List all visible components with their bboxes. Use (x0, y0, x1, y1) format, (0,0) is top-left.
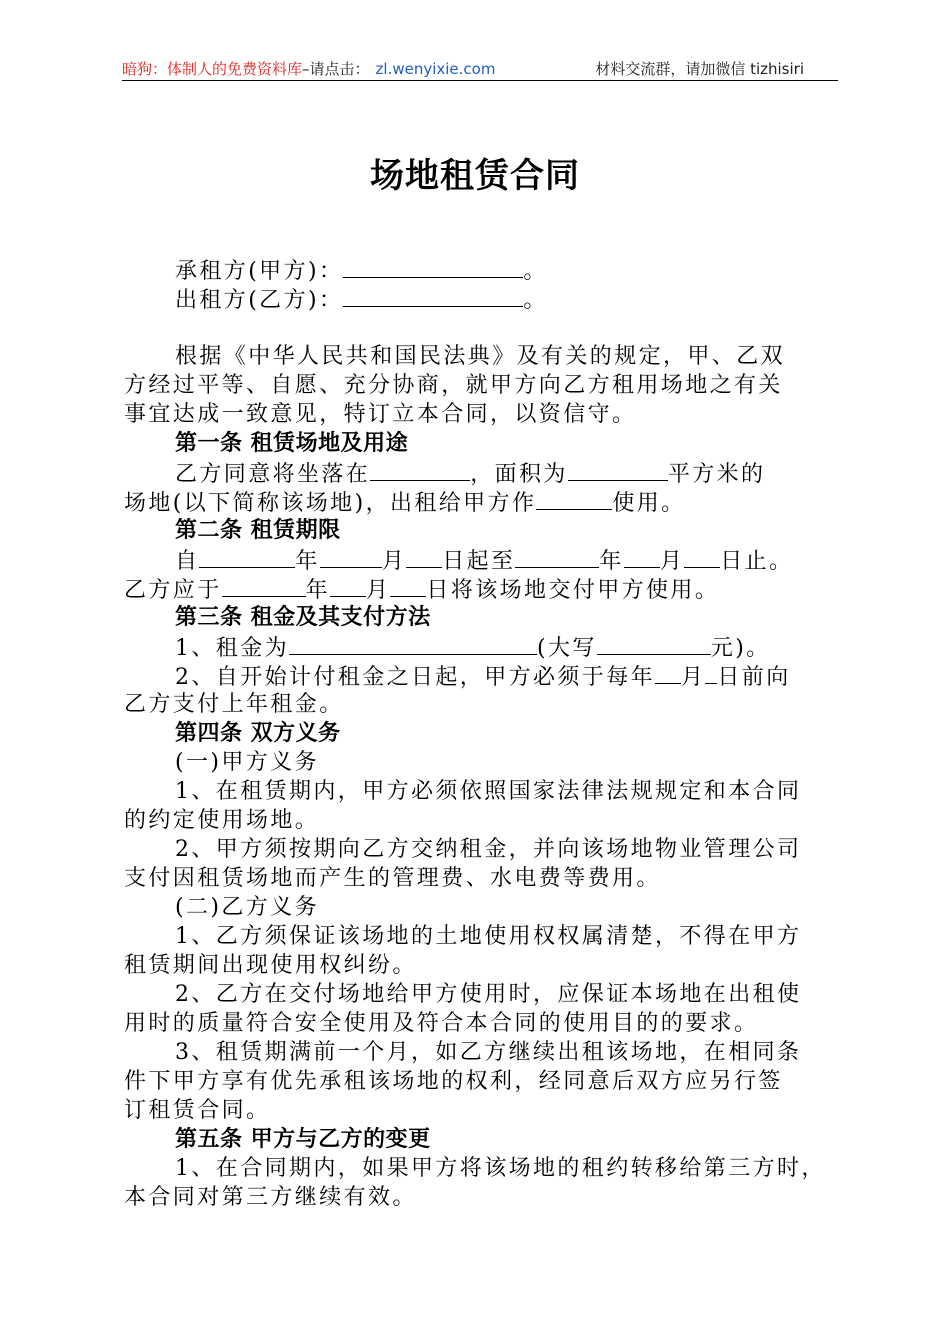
lessee-line: 承租方(甲方)： 。 (175, 255, 548, 286)
paragraph-line: 件下甲方享有优先承租该场地的权利，经同意后双方应另行签 (124, 1069, 783, 1094)
paragraph-line: 1、在合同期内，如果甲方将该场地的租约转移给第三方时， (175, 1156, 826, 1181)
location-blank[interactable] (370, 458, 470, 481)
intro-line: 事宜达成一致意见，特订立本合同，以资信守。 (124, 402, 637, 427)
area-blank[interactable] (568, 458, 668, 481)
paragraph-line: 的约定使用场地。 (124, 808, 320, 833)
header-brand: 暗狗：体制人的免费资料库 (122, 60, 303, 78)
lessor-blank[interactable] (343, 284, 523, 307)
paragraph-line: 2、乙方在交付场地给甲方使用时，应保证本场地在出租使 (175, 982, 802, 1007)
paragraph-line: 租赁期间出现使用权纠纷。 (124, 953, 417, 978)
intro-line: 根据《中华人民共和国民法典》及有关的规定，甲、乙双 (175, 344, 786, 369)
start-month-blank[interactable] (320, 545, 382, 568)
subheading-party-b: (二)乙方义务 (175, 895, 319, 920)
article-2-heading: 第二条 租赁期限 (175, 518, 341, 543)
subheading-party-a: (一)甲方义务 (175, 750, 319, 775)
end-month-blank[interactable] (624, 545, 660, 568)
article-3-line: 乙方支付上年租金。 (124, 692, 344, 717)
header-prompt: –请点击： (302, 60, 370, 78)
paragraph-line: 订租赁合同。 (124, 1098, 271, 1123)
paragraph-line: 3、租赁期满前一个月，如乙方继续出租该场地，在相同条 (175, 1040, 802, 1065)
paragraph-line: 用时的质量符合安全使用及符合本合同的使用目的的要求。 (124, 1011, 759, 1036)
lessee-label: 承租方(甲方)： (175, 259, 344, 284)
article-3-heading: 第三条 租金及其支付方法 (175, 605, 431, 630)
paragraph-line: 1、乙方须保证该场地的土地使用权权属清楚，不得在甲方 (175, 924, 802, 949)
article-1-line: 场地(以下简称该场地)，出租给甲方作 使用。 (124, 487, 686, 518)
article-3-line: 1、租金为 (大写 元)。 (175, 632, 771, 663)
paragraph-line: 2、甲方须按期向乙方交纳租金，并向该场地物业管理公司 (175, 837, 802, 862)
lessor-line: 出租方(乙方)： 。 (175, 284, 548, 315)
article-5-heading: 第五条 甲方与乙方的变更 (175, 1127, 431, 1152)
intro-line: 方经过平等、自愿、充分协商，就甲方向乙方租用场地之有关 (124, 373, 783, 398)
lessor-label: 出租方(乙方)： (175, 288, 344, 313)
header-link[interactable]: zl.wenyixie.com (375, 60, 496, 78)
handover-month-blank[interactable] (330, 574, 366, 597)
page-title: 场地租赁合同 (370, 156, 580, 196)
article-1-line: 乙方同意将坐落在 ，面积为 平方米的 (175, 458, 765, 489)
handover-day-blank[interactable] (390, 574, 426, 597)
end-year-blank[interactable] (515, 545, 599, 568)
page-header (122, 58, 838, 81)
start-day-blank[interactable] (406, 545, 442, 568)
lessee-blank[interactable] (343, 255, 523, 278)
pay-day-blank[interactable] (705, 661, 717, 684)
article-2-line: 自 年 月 日起至 年 月 日止。 (175, 545, 793, 576)
start-year-blank[interactable] (199, 545, 295, 568)
article-2-line: 乙方应于 年 月 日将该场地交付甲方使用。 (124, 574, 719, 605)
handover-year-blank[interactable] (222, 574, 306, 597)
article-3-line: 2、自开始计付租金之日起，甲方必须于每年 月 日前向 (175, 661, 791, 692)
paragraph-line: 支付因租赁场地而产生的管理费、水电费等费用。 (124, 866, 661, 891)
rent-amount-blank[interactable] (289, 632, 537, 655)
rent-uppercase-blank[interactable] (597, 632, 711, 655)
paragraph-line: 本合同对第三方继续有效。 (124, 1185, 417, 1210)
paragraph-line: 1、在租赁期内，甲方必须依照国家法律法规规定和本合同 (175, 779, 802, 804)
article-4-heading: 第四条 双方义务 (175, 721, 341, 746)
header-contact: 材料交流群，请加微信 tizhisiri (595, 60, 804, 78)
purpose-blank[interactable] (536, 487, 612, 510)
pay-month-blank[interactable] (655, 661, 681, 684)
end-day-blank[interactable] (684, 545, 720, 568)
article-1-heading: 第一条 租赁场地及用途 (175, 431, 409, 456)
